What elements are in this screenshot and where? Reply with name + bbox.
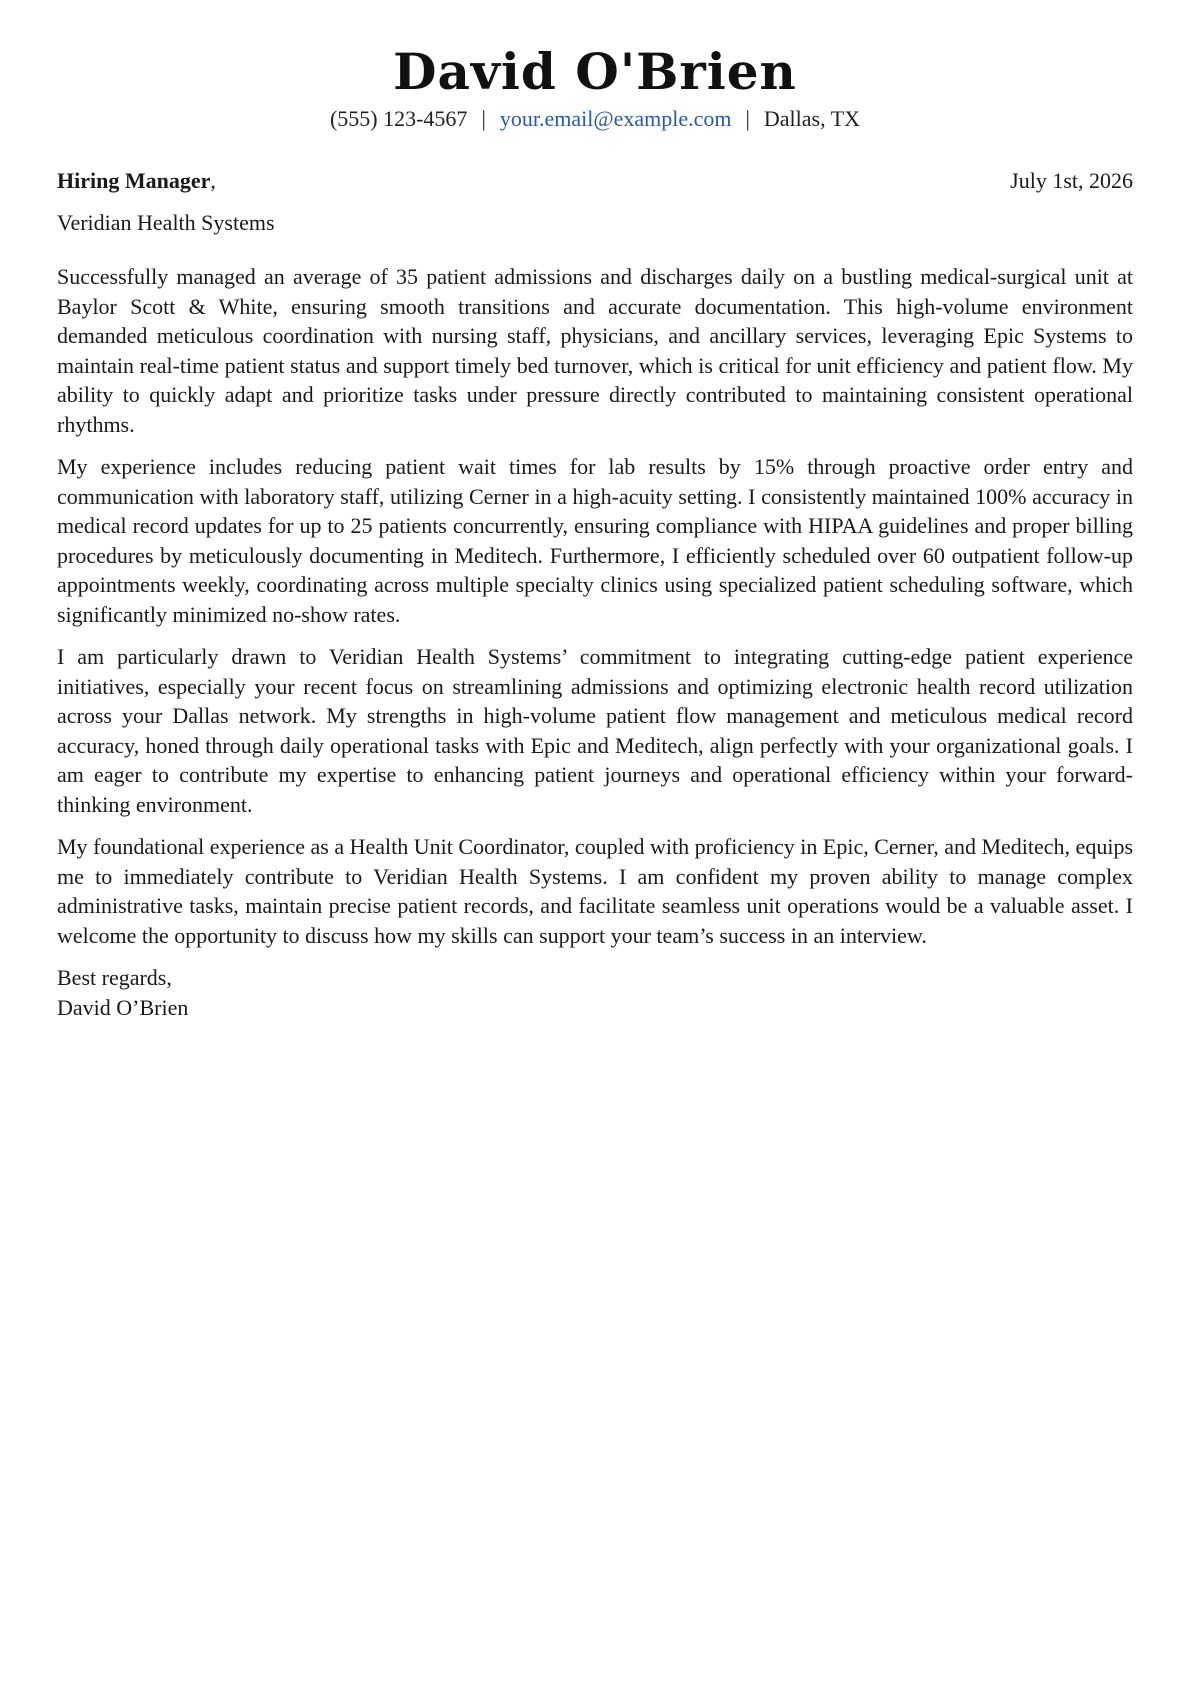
recipient-greeting — [57, 166, 216, 196]
contact-separator: | — [745, 106, 750, 131]
body-paragraph: My foundational experience as a Health Unit Coordinator, coupled with proficiency in Epic, Cerner, and Meditech, equips me to immediately contribute to Veridian Health Systems. I am confident my proven ability to manage complex administrative tasks, maintain precise patient records, and facilitate seamless unit operations would be a valuable asset. I welcome the opportunity to discuss how my skills can support your team’s success in an interview. — [57, 834, 1133, 948]
recipient-name-suffix: , — [210, 168, 216, 193]
body-paragraph: I am particularly drawn to Veridian Health Systems’ commitment to integrating cutting-edge patient experience initiatives, especially your recent focus on streamlining admissions and optimizing electronic health record utilization across your Dallas network. My strengths in high-volume patient flow management and meticulous medical record accuracy, honed through daily operational tasks with Epic and Meditech, align perfectly with your organizational goals. I am eager to contribute my expertise to enhancing patient journeys and operational efficiency within your forward-thinking environment. — [57, 644, 1133, 817]
letter-closing — [57, 963, 1133, 1022]
email-link[interactable]: your.email@example.com — [499, 106, 732, 131]
recipient-company: Veridian Health Systems — [57, 210, 275, 235]
phone-number: (555) 123-4567 — [329, 106, 468, 131]
recipient-name: Hiring Manager — [57, 168, 211, 193]
contact-line — [57, 104, 1133, 134]
closing-signature: David O’Brien — [57, 994, 189, 1020]
closing-salutation: Best regards, — [57, 965, 172, 990]
body-paragraph: Successfully managed an average of 35 patient admissions and discharges daily on a bustling medical-surgical unit at Baylor Scott & White, ensuring smooth transitions and accurate documentation. This high-volume environment demanded meticulous coordination with nursing staff, physicians, and ancillary services, leveraging Epic Systems to maintain real-time patient status and support timely bed turnover, which is critical for unit efficiency and patient flow. My ability to quickly adapt and prioritize tasks under pressure directly contributed to maintaining consistent operational rhythms. — [57, 264, 1133, 437]
contact-separator: | — [481, 106, 486, 131]
recipient-date-row — [57, 166, 1133, 196]
letter-body — [57, 262, 1133, 950]
letter-date: July 1st, 2026 — [1010, 168, 1133, 193]
applicant-name: David O'Brien — [393, 42, 797, 101]
body-paragraph: My experience includes reducing patient wait times for lab results by 15% through proactive order entry and communication with laboratory staff, utilizing Cerner in a high-acuity setting. I consistently maintained 100% accuracy in medical record updates for up to 25 patients concurrently, ensuring compliance with HIPAA guidelines and proper billing procedures by meticulously documenting in Meditech. Furthermore, I efficiently scheduled over 60 outpatient follow-up appointments weekly, coordinating across multiple specialty clinics using specialized patient scheduling software, which significantly minimized no-show rates. — [57, 454, 1133, 627]
location: Dallas, TX — [763, 106, 861, 131]
